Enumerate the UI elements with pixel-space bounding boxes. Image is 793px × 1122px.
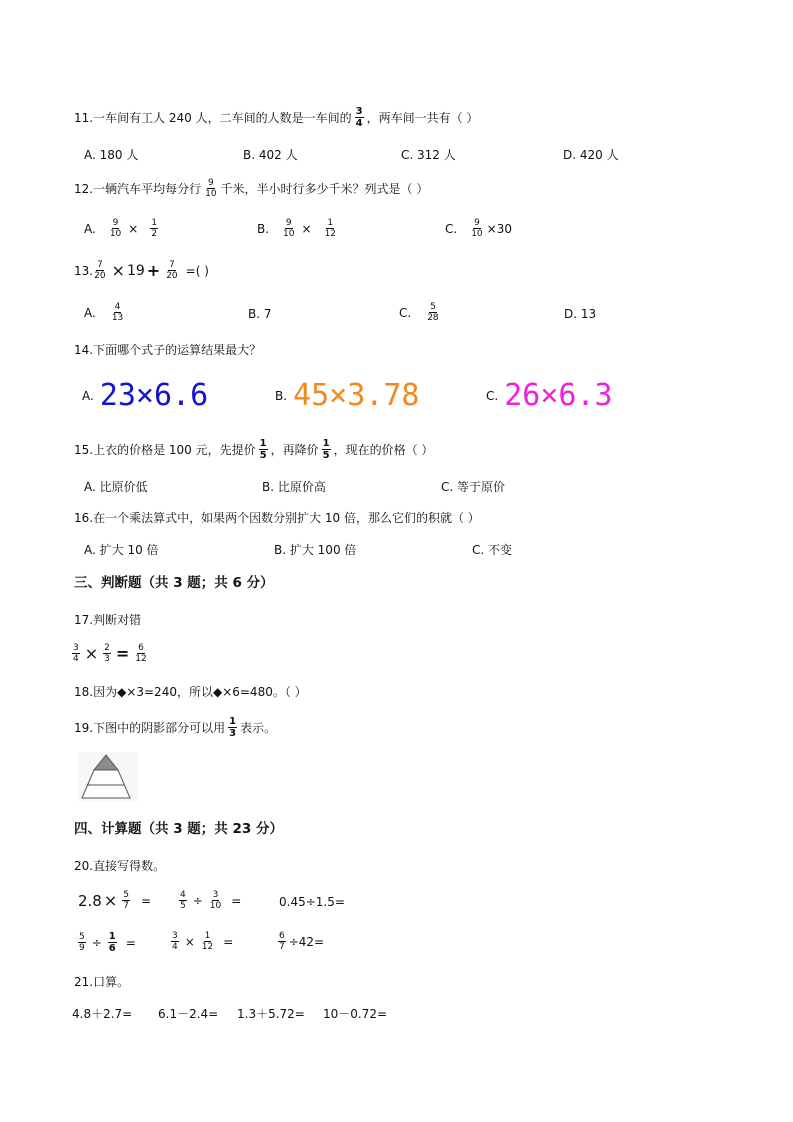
q20-item-1: 2.8 × $\frac{5}{7}$ =: [78, 890, 152, 911]
q16-option-c[interactable]: C. 不变: [472, 543, 513, 557]
q21-item-1: 4.8＋2.7=: [72, 1007, 133, 1021]
question-20-stem: 20.直接写得数。: [74, 859, 166, 873]
fraction: $\frac{3}{4}$: [355, 106, 363, 129]
question-21-stem: 21.口算。: [74, 975, 130, 989]
section-heading-judgement: 三、判断题（共 3 题；共 6 分）: [74, 575, 274, 591]
q11-option-d[interactable]: D. 420 人: [563, 148, 619, 162]
q14-option-c[interactable]: C. 26×6.3: [486, 378, 613, 413]
q15-option-b[interactable]: B. 比原价高: [262, 480, 326, 494]
question-15-stem: 15.上衣的价格是 100 元，先提价 $\frac{1}{5}$ ，再降价 $\frac{1}{5}$ ，现在的价格（ ）: [74, 438, 434, 461]
q11-option-b[interactable]: B. 402 人: [243, 148, 298, 162]
q13-option-a[interactable]: A. $\frac{4}{13}$: [84, 302, 124, 323]
q16-option-b[interactable]: B. 扩大 100 倍: [274, 543, 357, 557]
q20-item-6: $\frac{6}{7}$ ÷42=: [279, 931, 325, 952]
triangle-figure: [78, 752, 138, 802]
fraction: $\frac{9}{10}$: [205, 178, 217, 199]
expression: 26×6.3: [504, 378, 613, 413]
question-13-stem: 13. $\frac{7}{20}$ × 19 + $\frac{7}{20}$ =( ): [74, 260, 209, 281]
question-16-stem: 16.在一个乘法算式中，如果两个因数分别扩大 10 倍，那么它们的积就（ ）: [74, 511, 480, 525]
q20-item-5: $\frac{3}{4}$ × $\frac{1}{12}$ =: [172, 931, 234, 952]
question-17-stem: 17.判断对错: [74, 613, 142, 627]
section-heading-calculation: 四、计算题（共 3 题；共 23 分）: [74, 821, 283, 837]
q20-item-3: 0.45÷1.5=: [279, 895, 345, 909]
q21-item-3: 1.3＋5.72=: [237, 1007, 305, 1021]
q15-option-a[interactable]: A. 比原价低: [84, 480, 148, 494]
q21-item-2: 6.1－2.4=: [158, 1007, 219, 1021]
q11-option-a[interactable]: A. 180 人: [84, 148, 139, 162]
q17-expression: $\frac{3}{4}$ × $\frac{2}{3}$ = $\frac{6}{12}$: [73, 643, 147, 664]
q13-option-b[interactable]: B. 7: [248, 307, 272, 321]
q21-item-4: 10－0.72=: [323, 1007, 388, 1021]
q20-item-4: $\frac{5}{9}$ ÷ $\frac{1}{6}$ =: [79, 931, 136, 954]
q12-option-c[interactable]: C. $\frac{9}{10}$ ×30: [445, 218, 512, 239]
expression: 45×3.78: [293, 378, 420, 413]
q14-option-b[interactable]: B. 45×3.78: [275, 378, 420, 413]
q16-option-a[interactable]: A. 扩大 10 倍: [84, 543, 159, 557]
question-11-stem: 11.一车间有工人 240 人，二车间的人数是一车间的 $\frac{3}{4}$ ，两车间一共有（ ）: [74, 106, 479, 129]
question-19-stem: 19.下图中的阴影部分可以用 $\frac{1}{3}$ 表示。: [74, 716, 277, 739]
q11-option-c[interactable]: C. 312 人: [401, 148, 456, 162]
q20-item-2: $\frac{4}{5}$ ÷ $\frac{3}{10}$ =: [180, 890, 242, 911]
q15-option-c[interactable]: C. 等于原价: [441, 480, 506, 494]
question-18-stem: 18.因为◆×3=240，所以◆×6=480。（ ）: [74, 685, 307, 699]
question-12-stem: 12.一辆汽车平均每分行 $\frac{9}{10}$ 千米，半小时行多少千米？列式是（ ）: [74, 178, 429, 199]
question-14-stem: 14.下面哪个式子的运算结果最大？: [74, 343, 262, 357]
q13-option-d[interactable]: D. 13: [564, 307, 597, 321]
expression: 23×6.6: [99, 378, 209, 413]
q13-option-c[interactable]: C. $\frac{5}{28}$: [399, 302, 439, 323]
q12-option-b[interactable]: B. $\frac{9}{10}$ × $\frac{1}{12}$: [257, 218, 337, 239]
q14-option-a[interactable]: A. 23×6.6: [82, 378, 209, 413]
q12-option-a[interactable]: A. $\frac{9}{10}$ × $\frac{1}{2}$: [84, 218, 158, 239]
